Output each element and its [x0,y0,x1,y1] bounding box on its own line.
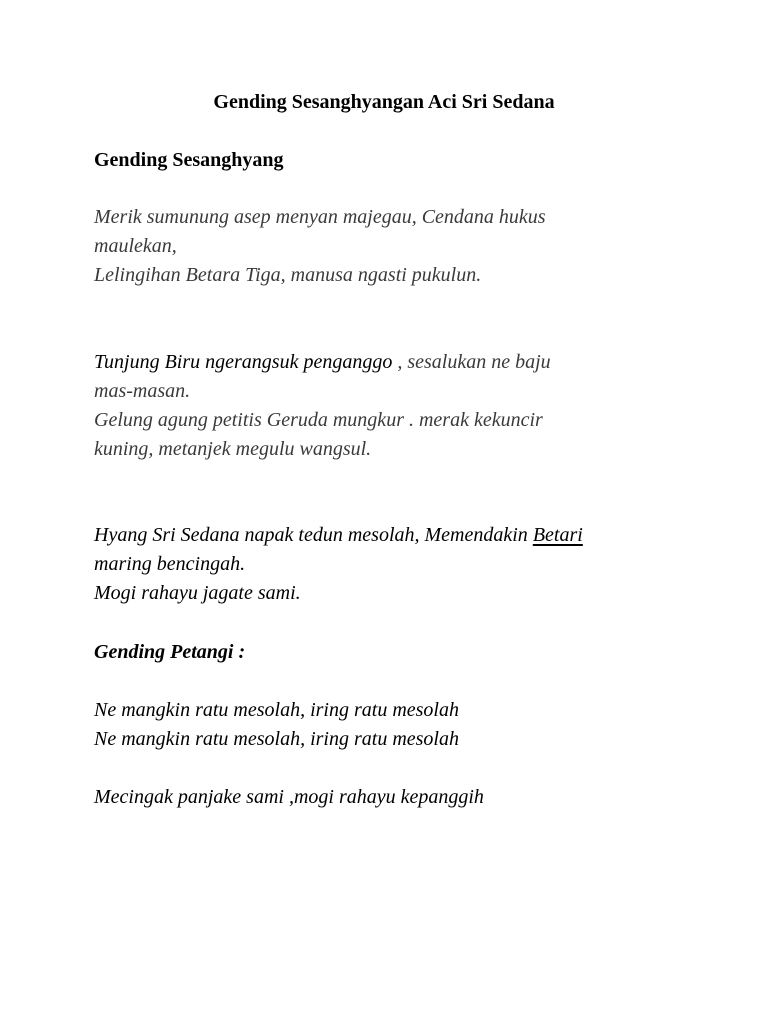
stanza-tunjung-biru [94,348,694,464]
section-heading-sesanghyang: Gending Sesanghyang [94,149,284,171]
stanza-ne-mangkin [94,696,694,754]
stanza-line: Gelung agung petitis Geruda mungkur . merak kekuncir [94,409,543,431]
stanza-line: maulekan, [94,235,177,257]
stanza-line: maring bencingah. [94,553,246,575]
stanza-line-part: , sesalukan ne baju [392,351,551,373]
stanza-line: Mogi rahayu jagate sami. [94,582,301,604]
stanza-line-part: Hyang Sri Sedana napak tedun mesolah, Memendakin [94,524,533,546]
stanza-line: kuning, metanjek megulu wangsul. [94,438,372,460]
stanza-line: mas-masan. [94,380,191,402]
section-heading-petangi: Gending Petangi : [94,641,246,663]
stanza-line [94,348,694,377]
stanza-line: Merik sumunung asep menyan majegau, Cendana hukus [94,206,546,228]
stanza-mecingak [94,783,694,812]
stanza-hyang-sri-sedana [94,521,694,608]
stanza-line: Ne mangkin ratu mesolah, iring ratu mesolah [94,699,459,721]
document-title: Gending Sesanghyangan Aci Sri Sedana [213,91,555,113]
stanza-line: Lelingihan Betara Tiga, manusa ngasti pukulun. [94,264,482,286]
stanza-line [94,521,694,550]
stanza-line: Mecingak panjake sami ,mogi rahayu kepanggih [94,786,484,808]
stanza-line-part: Tunjung Biru ngerangsuk penganggo [94,351,393,373]
stanza-line: Ne mangkin ratu mesolah, iring ratu mesolah [94,728,459,750]
stanza-merik-sumunung [94,203,694,290]
underlined-word-betari: Betari [532,524,583,546]
